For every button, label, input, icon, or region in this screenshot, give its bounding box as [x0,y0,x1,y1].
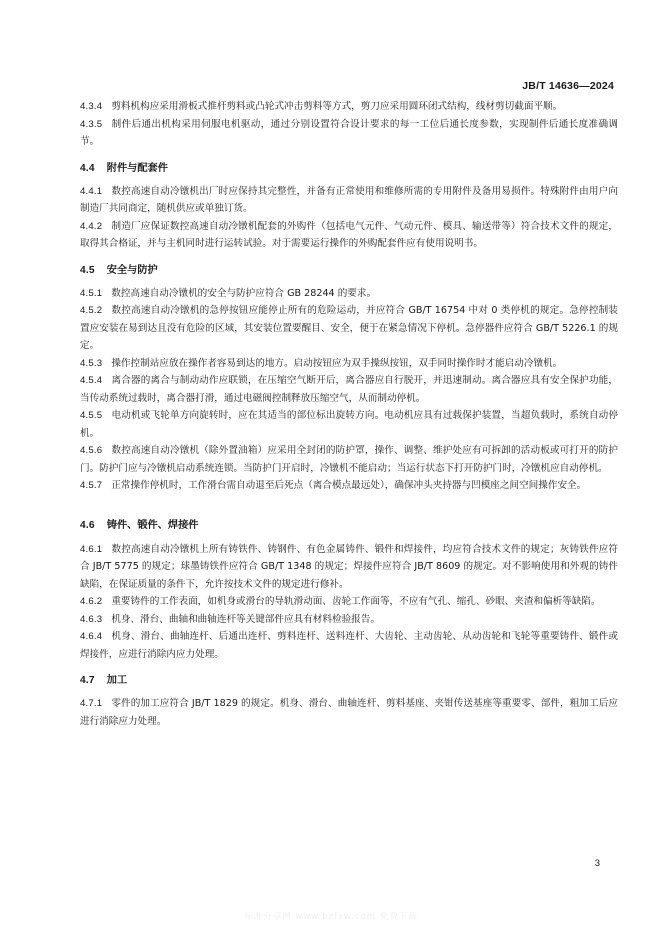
section-number: 4.5 [80,264,95,276]
clause-number: 4.5.5 [80,410,103,421]
clause-text: 剪料机构应采用滑板式推杆剪料或凸轮式冲击剪料等方式，剪刀应采用圆环闭式结构，线材剪切截面平顺。 [111,101,563,112]
clause-4-5-1 [80,285,618,303]
clause-text: 数控高速自动冷镦机上所有铸铁件、铸钢件、有色金属铸件、锻件和焊接件，均应符合技术文件的规定；灰铸铁件应符合 JB/T 5775 的规定；球墨铸铁件应符合 GB/T 1348 的规定；焊接件应符合 JB/T 8609 的规定。对不影响使用和外观的铸件缺陷，在保证质量的条件下，允许按技术文件的规定进行修补。 [80,543,618,590]
clause-text: 电动机或飞轮单方向旋转时，应在其适当的部位标出旋转方向。电动机应具有过载保护装置，当超负载时，系统自动停机。 [80,410,618,439]
clause-number: 4.3.4 [80,101,103,112]
clause-text: 数控高速自动冷镦机（除外置油箱）应采用全封闭的防护罩，操作、调整、维护处应有可拆卸的活动板或可打开的防护门。防护门应与冷镦机启动系统连锁。当防护门开启时，冷镦机不能启动；当运行状态下打开防护门时，冷镦机应自动停机。 [80,445,618,474]
watermark-text: 标准分享网 www.bzfxw.com 免费下载 [244,912,418,922]
section-title: 安全与防护 [106,264,158,276]
clause-number: 4.5.1 [80,287,103,299]
clause-4-4-2 [80,218,618,253]
clause-4-4-1 [80,183,618,218]
section-title: 铸件、锻件、焊接件 [106,519,199,531]
section-title: 加工 [106,675,128,686]
clause-text: 离合器的离合与制动动作应联锁，在压缩空气断开后，离合器应自行脱开，并迅速制动。离合器应具有安全保护功能，当传动系统过载时，离合器打滑，通过电磁阀控制释放压缩空气，从而制动停机。 [80,375,618,404]
clause-4-6-3 [80,611,618,629]
clause-number: 4.6.3 [80,613,103,625]
section-heading-4-6 [80,517,618,535]
page-number: 3 [594,858,600,869]
clause-number: 4.5.6 [80,445,103,456]
clause-4-3-4 [80,98,618,116]
clause-number: 4.6.4 [80,631,103,642]
clause-4-5-3 [80,355,618,373]
section-title: 附件与配套件 [106,162,168,174]
clause-number: 4.5.3 [80,357,103,369]
clause-number: 4.7.1 [80,698,103,709]
clause-number: 4.4.2 [80,220,103,232]
clause-number: 4.6.1 [80,543,103,555]
clause-4-6-1 [80,541,618,594]
clause-text: 正常操作停机时，工作滑台需自动退至后死点（离合模点最远处），确保冲头夹持器与凹模座之间空间操作安全。 [111,480,587,491]
clause-text: 机身、滑台、曲轴和曲轴连杆等关键部件应具有材料检验报告。 [111,613,380,625]
section-heading-4-4 [80,160,618,178]
clause-number: 4.5.4 [80,375,103,386]
section-heading-4-5 [80,262,618,280]
section-number: 4.4 [80,162,95,174]
clause-text: 制件后通出机构采用伺服电机驱动，通过分别设置符合设计要求的每一工位后通长度参数，实现制件后通长度准确调节。 [80,118,618,147]
clause-text: 数控高速自动冷镦机出厂时应保持其完整性，并备有正常使用和维修所需的专用附件及备用易损件。特殊附件由用户向制造厂共同商定，随机供应或单独订货。 [80,185,618,214]
clause-number: 4.4.1 [80,185,103,197]
clause-4-5-4 [80,372,618,407]
section-number: 4.6 [80,519,95,531]
clause-text: 制造厂应保证数控高速自动冷镦机配套的外购件（包括电气元件、气动元件、模具、输送带等）符合技术文件的规定，取得其合格证，并与主机同时进行运转试验。对于需要运行操作的外购配套件应有使用说明书。 [80,220,618,249]
clause-4-7-1 [80,695,618,730]
clause-4-6-4 [80,628,618,663]
clause-4-5-7 [80,477,618,495]
document-body [80,98,618,730]
section-number: 4.7 [80,675,95,686]
clause-text: 零件的加工应符合 JB/T 1829 的规定。机身、滑台、曲轴连杆、剪料基座、夹钳传送基座等重要零、部件，粗加工后应进行消除应力处理。 [80,698,618,727]
clause-text: 操作控制站应放在操作者容易到达的地方。启动按钮应为双手操纵按钮，双手同时操作时才能启动冷镦机。 [111,357,563,369]
clause-text: 数控高速自动冷镦机的安全与防护应符合 GB 28244 的要求。 [111,287,377,299]
standard-code: JB/T 14636—2024 [522,80,614,92]
clause-4-3-5 [80,116,618,151]
clause-number: 4.6.2 [80,596,103,607]
clause-4-6-2 [80,593,618,611]
clause-number: 4.5.2 [80,305,103,316]
clause-number: 4.3.5 [80,118,103,130]
section-heading-4-7 [80,672,618,690]
clause-4-5-2 [80,302,618,355]
clause-number: 4.5.7 [80,480,103,491]
clause-text: 重要铸件的工作表面，如机身或滑台的导轨滑动面、齿轮工作面等，不应有气孔、缩孔、砂眼、夹渣和偏析等缺陷。 [111,596,601,607]
clause-text: 数控高速自动冷镦机的急停按钮应能停止所有的危险运动，并应符合 GB/T 16754 中对 0 类停机的规定。急停控制装置应安装在易到达且没有危险的区域，其安装位置要醒目、安全，便于在紧急情况下停机。急停器件应符合 GB/T 5226.1 的规定。 [80,305,618,351]
clause-4-5-6 [80,442,618,477]
clause-text: 机身、滑台、曲轴连杆、后通出连杆、剪料连杆、送料连杆、大齿轮、主动齿轮、从动齿轮和飞轮等重要铸件、锻件或焊接件，应进行消除内应力处理。 [80,631,618,660]
clause-4-5-5 [80,407,618,442]
